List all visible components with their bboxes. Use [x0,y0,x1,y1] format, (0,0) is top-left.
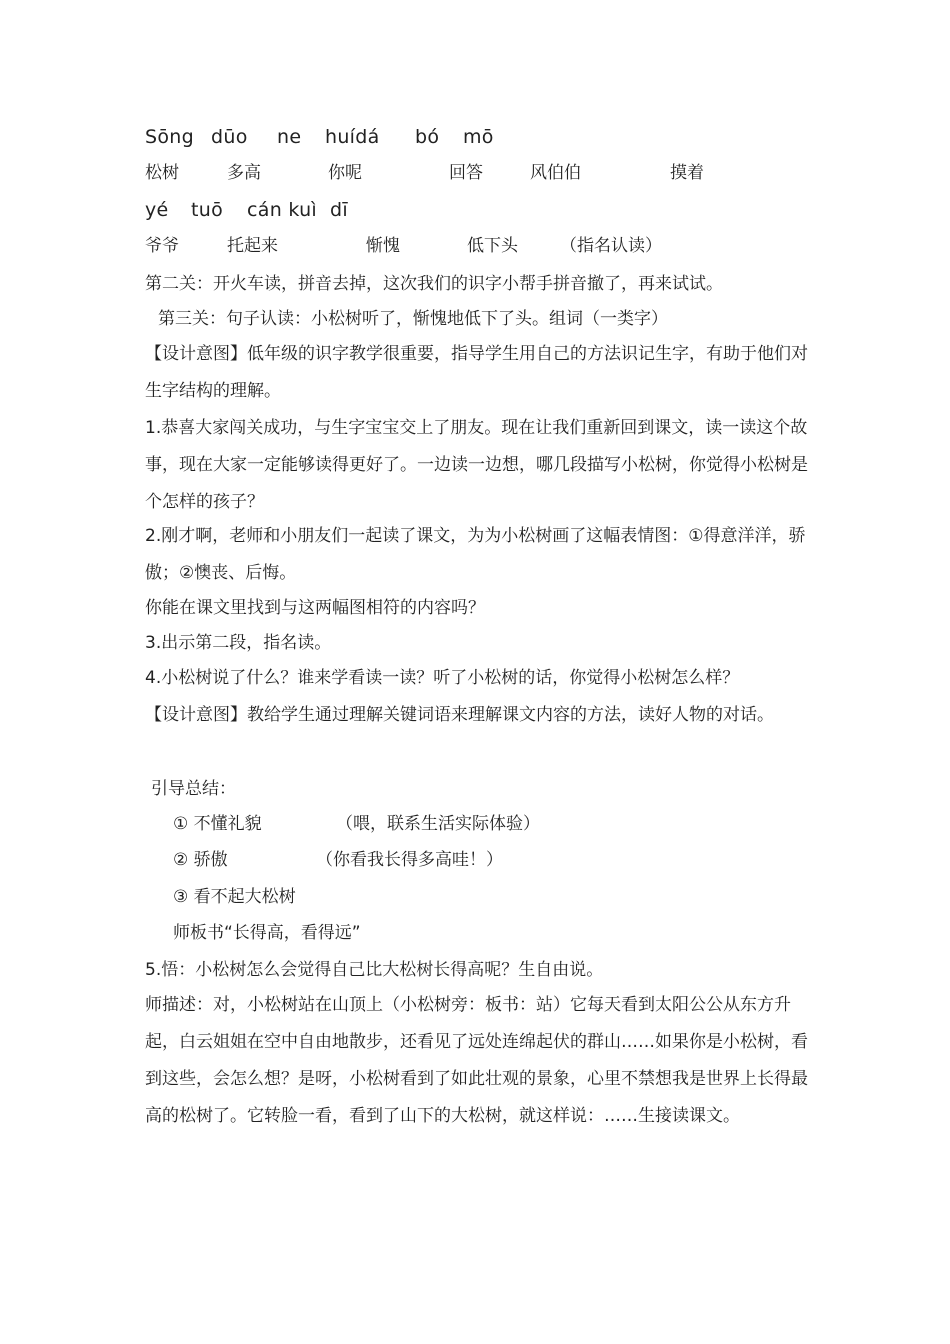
teacher-board-note: 师板书“长得高，看得远” [173,923,361,943]
item-2-question: 你能在课文里找到与这两幅图相符的内容吗？ [145,598,485,618]
design-intent-2: 【设计意图】教给学生通过理解关键词语来理解课文内容的方法，读好人物的对话。 [145,705,774,725]
pinyin-song: Sōng [145,126,194,148]
pinyin-ye: yé [145,199,169,221]
word-huida: 回答 [449,163,483,183]
word-songshu: 松树 [145,163,179,183]
item-5: 5.悟：小松树怎么会觉得自己比大松树长得高呢？生自由说。 [145,960,604,980]
word-row-2 [145,234,815,260]
point-1-note: （喂，联系生活实际体验） [336,814,540,834]
summary-point-3: ③ 看不起大松树 [173,887,296,907]
teacher-description: 师描述：对，小松树站在山顶上（小松树旁：板书：站）它每天看到太阳公公从东方升起，白云姐姐在空中自由地散步，还看见了远处连绵起伏的群山……如果你是小松树，看到这些，会怎么想？是呀，小松树看到了如此壮观的景象，心里不禁想我是世界上长得最高的松树了。它转脸一看，看到了山下的大松树，就这样说：……生接读课文。 [145,995,808,1126]
word-duogao: 多高 [227,163,261,183]
point-1-label: ① 不懂礼貌 [173,814,262,834]
pinyin-tuo: tuō [191,199,224,221]
point-2-note: （你看我长得多高哇！） [316,850,503,870]
pinyin-cankui: cán kuì [247,199,318,221]
pinyin-row-1 [145,125,815,151]
pinyin-di: dī [330,199,348,221]
word-nine: 你呢 [328,163,362,183]
pinyin-huida: huídá [325,126,380,148]
word-zhiming: （指名认读） [560,236,662,256]
word-tuoqilai: 托起来 [227,236,278,256]
pinyin-ne: ne [277,126,302,148]
pinyin-row-2 [145,198,815,224]
guide-summary: 引导总结： [151,779,236,799]
word-dixiatou: 低下头 [467,236,518,256]
item-1: 1.恭喜大家闯关成功，与生字宝宝交上了朋友。现在让我们重新回到课文，读一读这个故事，现在大家一定能够读得更好了。一边读一边想，哪几段描写小松树，你觉得小松树是个怎样的孩子？ [145,418,808,512]
pinyin-duo: dūo [211,126,248,148]
item-2: 2.刚才啊，老师和小朋友们一起读了课文，为为小松树画了这幅表情图：①得意洋洋，骄傲；②懊丧、后悔。 [145,526,806,583]
word-row-1 [145,161,815,187]
item-4: 4.小松树说了什么？谁来学看读一读？听了小松树的话，你觉得小松树怎么样？ [145,668,740,688]
pinyin-bo: bó [415,126,440,148]
word-cankui: 惭愧 [366,236,400,256]
level-3-text: 第三关：句子认读：小松树听了，惭愧地低下了头。组词（一类字） [158,309,668,329]
level-2-text: 第二关：开火车读，拼音去掉，这次我们的识字小帮手拼音撤了，再来试试。 [145,274,723,294]
word-fengbobo: 风伯伯 [530,163,581,183]
design-intent-1: 【设计意图】低年级的识字教学很重要，指导学生用自己的方法识记生字，有助于他们对生字结构的理解。 [145,344,808,401]
point-2-label: ② 骄傲 [173,850,228,870]
word-yeye: 爷爷 [145,236,179,256]
word-mozhe: 摸着 [670,163,704,183]
pinyin-mo: mō [463,126,494,148]
item-3: 3.出示第二段，指名读。 [145,633,332,653]
